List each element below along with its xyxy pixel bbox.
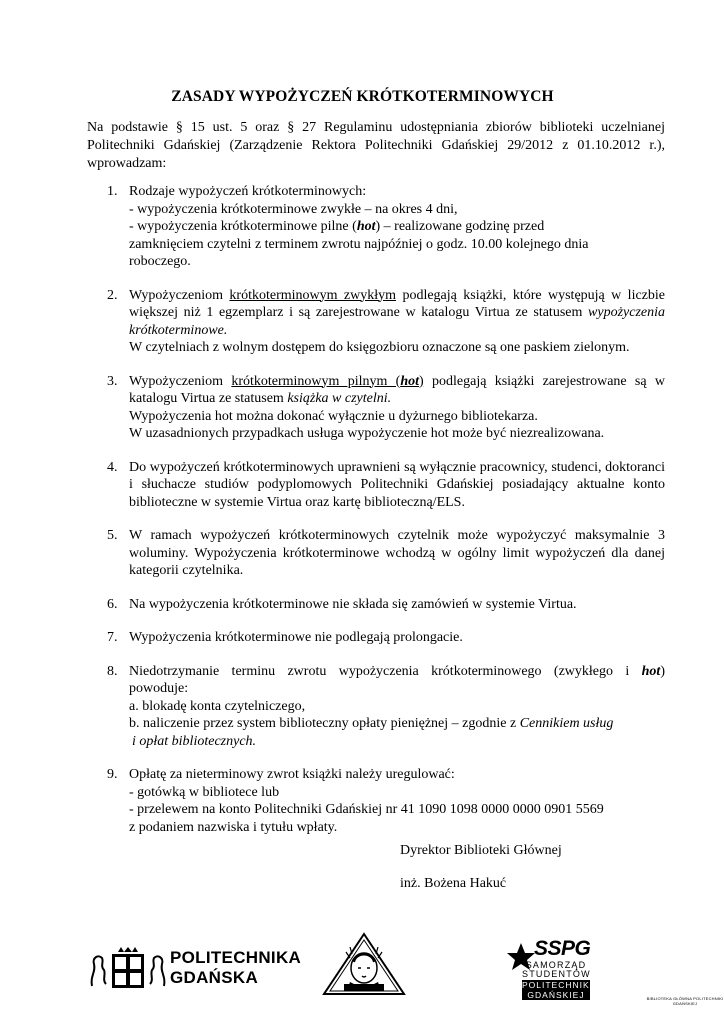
item-number: 4. (107, 459, 118, 475)
item-number: 6. (107, 596, 118, 612)
document-title: ZASADY WYPOŻYCZEŃ KRÓTKOTERMINOWYCH (171, 88, 554, 105)
spacer (87, 511, 665, 527)
list-item (87, 287, 665, 357)
rule-line: W czytelniach z wolnym dostępem do księgozbioru oznaczone są one paskiem zielonym. (129, 340, 630, 355)
spacer (87, 613, 665, 629)
sspg-line-2: STUDENTÓW (522, 969, 591, 979)
sspg-line-4: GDAŃSKIEJ (527, 990, 585, 1000)
rule-line: z podaniem nazwiska i tytułu wpłaty. (129, 819, 338, 835)
rule-line: - wypożyczenia krótkoterminowe pilne (hot) – realizowane godzinę przed (129, 219, 545, 234)
item-number: 3. (107, 373, 118, 389)
pg-wordmark-line2: GDAŃSKA (170, 968, 259, 987)
sspg-box (522, 980, 594, 1000)
item-number: 9. (107, 767, 118, 782)
ex-libris-banner: EX LIBRIS (672, 987, 696, 992)
rule-text: Niedotrzymanie terminu zwrotu wypożyczenia krótkoterminowego (zwykłego i hot) powoduje: (129, 663, 665, 696)
spacer (87, 750, 665, 766)
list-item (87, 596, 665, 614)
rule-line: - przelewem na konto Politechniki Gdańskiej nr 41 1090 1098 0000 0000 0901 5569 (129, 802, 604, 817)
politechnika-gdanska-logo (88, 946, 302, 992)
underlined-term: krótkoterminowym pilnym (hot) (231, 373, 424, 389)
pg-wordmark-line1: POLITECHNIKA (170, 948, 302, 967)
list-item (87, 766, 665, 836)
rule-line: - wypożyczenia krótkoterminowe zwykłe – na okres 4 dni, (129, 201, 458, 217)
rules-list (87, 183, 665, 836)
rule-text: Wypożyczenia krótkoterminowe nie podlegają prolongacie. (129, 630, 463, 645)
pg-wordmark (170, 948, 301, 988)
spacer (87, 647, 665, 663)
sspg-abbreviation: SSPG (534, 937, 591, 960)
hot-term: hot (356, 219, 376, 234)
spacer (87, 357, 665, 373)
sub-item-b: b. naliczenie przez system biblioteczny opłaty pieniężnej – zgodnie z Cennikiem usług (129, 716, 614, 731)
sspg-line-3: POLITECHNIKI (522, 980, 594, 990)
rule-text: Wypożyczeniom krótkoterminowym zwykłym podlegają książki, które występują w liczbie większej niż 1 egzemplarz i są zarejestrowane w katalogu Virtua ze statusem wypożyczenia krótkoterminowe. (129, 287, 665, 338)
sspg-line-1: SAMORZĄD (525, 960, 587, 970)
intro-paragraph: Na podstawie § 15 ust. 5 oraz § 27 Regulaminu udostępniania zbiorów biblioteki uczelnianej Politechniki Gdańskiej (Zarządzenie Rektora Politechniki Gdańskiej 29/2012 z 01.10.2012 r.), wprowadzam: (87, 120, 665, 171)
rule-text: Do wypożyczeń krótkoterminowych uprawnieni są wyłącznie pracownicy, studenci, doktoranci i słuchacze studiów podyplomowych Politechniki Gdańskiej posiadający aktualne konto biblioteczne w systemie Virtua oraz kartę biblioteczną/ELS. (129, 459, 665, 510)
footer-logos (0, 932, 725, 1012)
ex-libris-triangle-icon (320, 932, 408, 1004)
rule-line: zamknięciem czytelni z terminem zwrotu najpóźniej o godz. 10.00 kolejnego dnia (129, 236, 589, 252)
item-number: 1. (107, 184, 118, 199)
status-term: książka w czytelni. (287, 391, 392, 406)
list-item (87, 527, 665, 580)
pg-emblem-icon (88, 946, 168, 992)
rule-line: roboczego. (129, 254, 191, 269)
list-item (87, 629, 665, 647)
signature-name: inż. Bożena Hakuć (400, 876, 507, 891)
samorzad-studentow-logo (506, 937, 594, 1000)
list-item (87, 183, 665, 271)
rule-text: W ramach wypożyczeń krótkoterminowych czytelnik może wypożyczyć maksymalnie 3 woluminy. Wypożyczenia krótkoterminowe wchodzą w ogólny limit wypożyczeń dla danej kategorii czytelnika. (129, 528, 665, 578)
status-term: wypożyczenia krótkoterminowe. (129, 305, 665, 338)
list-item (87, 663, 665, 751)
item-number: 2. (107, 287, 118, 303)
list-item (87, 459, 665, 512)
list-item (87, 373, 665, 443)
rule-line: Rodzaje wypożyczeń krótkoterminowych: (129, 184, 367, 199)
hot-term: hot (641, 663, 661, 679)
spacer (87, 271, 665, 287)
rule-line: - gotówką w bibliotece lub (129, 784, 280, 800)
sub-item-b-cont: i opłat bibliotecznych. (132, 733, 257, 749)
signature-role: Dyrektor Biblioteki Głównej (400, 843, 562, 858)
sub-item-a: a. blokadę konta czytelniczego, (129, 698, 306, 714)
item-number: 8. (107, 663, 118, 679)
rule-line: W uzasadnionych przypadkach usługa wypożyczenie hot może być niezrealizowana. (129, 426, 605, 441)
rule-text: Wypożyczeniom krótkoterminowym pilnym (hot) podlegają książki zarejestrowane są w katalogu Virtua ze statusem książka w czytelni. (129, 373, 665, 406)
item-number: 5. (107, 528, 118, 543)
ex-libris-caption: BIBLIOTEKA GŁÓWNA POLITECHNIKI GDAŃSKIEJ (646, 996, 724, 1006)
spacer (87, 580, 665, 596)
rule-text: Na wypożyczenia krótkoterminowe nie składa się zamówień w systemie Virtua. (129, 596, 577, 612)
rule-line: Opłatę za nieterminowy zwrot książki należy uregulować: (129, 767, 455, 782)
item-number: 7. (107, 630, 118, 645)
spacer (87, 443, 665, 459)
underlined-term: krótkoterminowym zwykłym (229, 287, 397, 303)
rule-line: Wypożyczenia hot można dokonać wyłącznie u dyżurnego bibliotekarza. (129, 408, 538, 424)
